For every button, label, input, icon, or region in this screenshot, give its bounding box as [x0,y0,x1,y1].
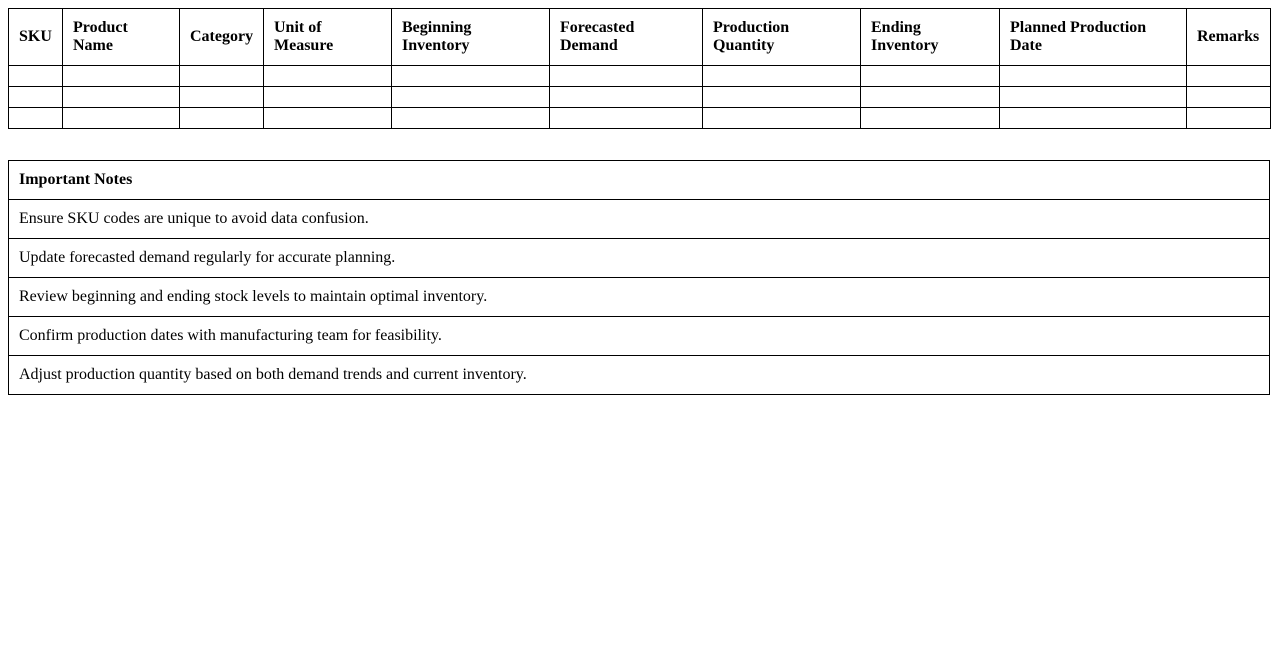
table-cell[interactable] [392,87,550,108]
table-cell[interactable] [63,108,180,129]
note-row [9,278,1270,317]
column-header-remarks: Remarks [1187,9,1271,66]
column-header-beginning-inventory: Beginning Inventory [392,9,550,66]
table-cell[interactable] [703,87,861,108]
table-header-row [9,9,1271,66]
table-cell[interactable] [180,108,264,129]
column-header-production-quantity: Production Quantity [703,9,861,66]
column-header-forecasted-demand: Forecasted Demand [550,9,703,66]
note-row [9,200,1270,239]
important-notes-table [8,160,1270,395]
production-plan-table [8,8,1271,129]
table-cell[interactable] [9,108,63,129]
table-cell[interactable] [63,66,180,87]
table-cell[interactable] [703,108,861,129]
table-cell[interactable] [861,66,1000,87]
table-cell[interactable] [1187,108,1271,129]
table-cell[interactable] [264,108,392,129]
column-header-unit-of-measure: Unit of Measure [264,9,392,66]
note-item: Review beginning and ending stock levels to maintain optimal inventory. [9,278,1270,317]
table-cell[interactable] [180,66,264,87]
table-cell[interactable] [392,66,550,87]
table-cell[interactable] [550,87,703,108]
table-cell[interactable] [264,87,392,108]
table-cell[interactable] [264,66,392,87]
table-cell[interactable] [9,66,63,87]
table-cell[interactable] [1187,87,1271,108]
note-item: Ensure SKU codes are unique to avoid data confusion. [9,200,1270,239]
table-cell[interactable] [861,108,1000,129]
note-item: Adjust production quantity based on both demand trends and current inventory. [9,356,1270,395]
table-cell[interactable] [550,66,703,87]
note-row [9,239,1270,278]
table-cell[interactable] [550,108,703,129]
column-header-sku: SKU [9,9,63,66]
table-cell[interactable] [1000,87,1187,108]
note-item: Confirm production dates with manufacturing team for feasibility. [9,317,1270,356]
column-header-product-name: Product Name [63,9,180,66]
notes-heading: Important Notes [9,161,1270,200]
document-page [8,8,1270,395]
table-cell[interactable] [1000,66,1187,87]
table-cell[interactable] [703,66,861,87]
notes-heading-row [9,161,1270,200]
table-cell[interactable] [9,87,63,108]
note-item: Update forecasted demand regularly for accurate planning. [9,239,1270,278]
table-row [9,108,1271,129]
note-row [9,317,1270,356]
table-cell[interactable] [1000,108,1187,129]
table-cell[interactable] [63,87,180,108]
table-row [9,87,1271,108]
table-cell[interactable] [1187,66,1271,87]
table-cell[interactable] [861,87,1000,108]
table-cell[interactable] [392,108,550,129]
note-row [9,356,1270,395]
column-header-planned-production-date: Planned Production Date [1000,9,1187,66]
table-row [9,66,1271,87]
column-header-category: Category [180,9,264,66]
column-header-ending-inventory: Ending Inventory [861,9,1000,66]
table-cell[interactable] [180,87,264,108]
